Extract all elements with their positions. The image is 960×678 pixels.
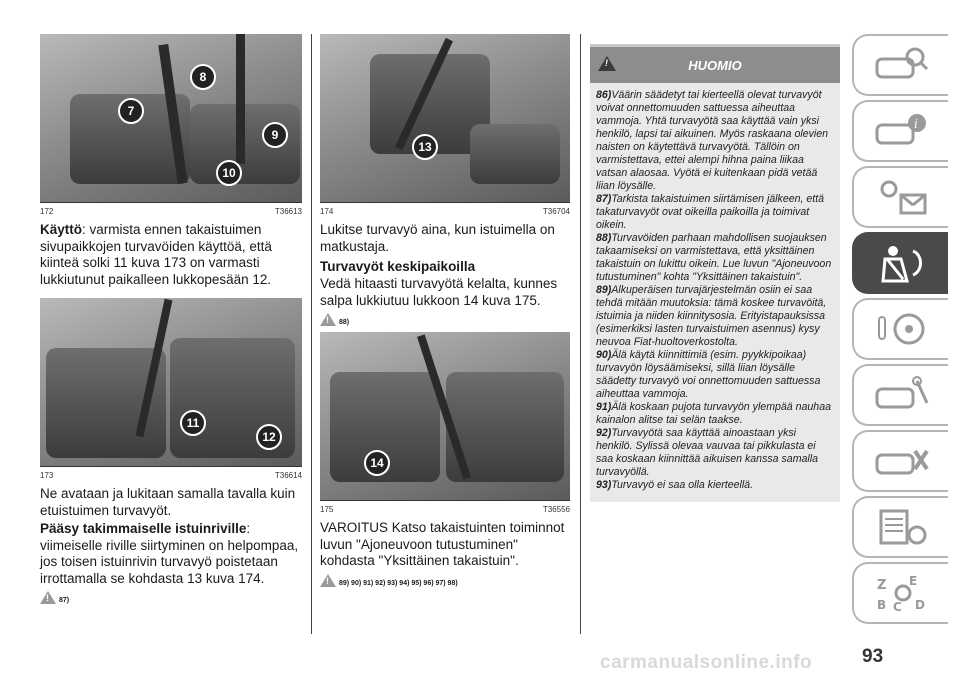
warning-item-text: Väärin säädetyt tai kierteellä olevat turvavyöt voivat onnettomuuden sattuessa aiheuttaa vammoja. Yhtä turvavyötä saa käyttää vain yksi henkilö, lapsi tai aikuinen. Myös raskaana olevien naisten on käytettävä turvavyötä. Tällöin on varmistettava, ettei alempi hihna paina liikaa vatsan alaosaa. Vyötä ei kuitenkaan pidä vetää liian löysälle.	[596, 89, 829, 192]
paragraph-avataan: Ne avataan ja lukitaan samalla tavalla kuin etuistuimen turvavyöt.	[40, 486, 296, 518]
callout-10: 10	[216, 160, 242, 186]
callout-11: 11	[180, 410, 206, 436]
callout-13: 13	[412, 134, 438, 160]
chapter-tab-6[interactable]	[852, 364, 948, 426]
svg-text:C: C	[893, 600, 902, 614]
warning-lights-icon	[871, 175, 931, 219]
warning-item-number: 88)	[596, 232, 612, 244]
column-right	[590, 44, 840, 502]
figure-code: T36613	[274, 207, 302, 216]
chapter-tab-8[interactable]	[852, 496, 948, 558]
chapter-tab-9[interactable]	[852, 562, 948, 624]
warning-item	[596, 349, 834, 401]
warning-item-text: Turvavyötä saa käyttää ainoastaan yksi henkilö. Sylissä olevaa vauvaa tai pikkulasta ei saa koskaan kiinnittää aikuisen kanssa samalla turvavyöllä.	[596, 427, 819, 478]
column-divider	[311, 34, 312, 634]
warning-item	[596, 193, 834, 232]
warning-reference: ! 88)	[320, 313, 570, 326]
svg-text:B: B	[877, 598, 887, 612]
column-divider	[580, 34, 581, 634]
figure-172-photo	[40, 34, 302, 202]
warning-item-text: Alkuperäisen turvajärjestelmän osiin ei saa tehdä mitään muutoksia: tämä koskee turvavöitä, istuimia ja niiden kiinnitysosia. Erityistapauksissa (esimerkiksi lasten turvaistuimen asennus) kysy neuvoa Fiat-huoltoverkostolta.	[596, 284, 827, 348]
term-kaytto: Käyttö	[40, 222, 83, 237]
car-info-icon	[871, 109, 931, 153]
warning-item-number: 93)	[596, 479, 612, 491]
figure-175-photo	[320, 332, 570, 500]
callout-12: 12	[256, 424, 282, 450]
warning-reference: ! 89) 90) 91) 92) 93) 94) 95) 96) 97) 98)	[320, 574, 570, 587]
chapter-tab-7[interactable]	[852, 430, 948, 492]
svg-text:Z: Z	[877, 578, 887, 593]
figure-number: 174	[320, 207, 334, 216]
paragraph-lukitse: Lukitse turvavyö aina, kun istuimella on matkustaja.	[320, 222, 555, 254]
callout-14: 14	[364, 450, 390, 476]
svg-text:D: D	[915, 598, 925, 612]
warning-item-number: 91)	[596, 401, 612, 413]
svg-text:E: E	[909, 574, 918, 588]
chapter-tab-3[interactable]	[852, 166, 948, 228]
car-service-icon	[871, 439, 931, 483]
paragraph-kaytto: Käyttö: varmista ennen takaistuimen sivupaikkojen turvavöiden käyttöä, että kiinteä solki 11 kuva 173 on varmasti lukkiutunut paikalleen lukkopesään 12.	[40, 222, 272, 287]
callout-7: 7	[118, 98, 144, 124]
chapter-tab-5[interactable]	[852, 298, 948, 360]
svg-text:i: i	[914, 117, 918, 131]
warning-item	[596, 427, 834, 479]
chapter-tab-4[interactable]	[852, 232, 948, 294]
warning-reference: ! 87)	[40, 591, 302, 604]
warning-item-number: 86)	[596, 89, 612, 101]
warning-triangle-icon	[320, 574, 336, 587]
warning-triangle-icon	[598, 56, 616, 71]
warning-item	[596, 284, 834, 349]
chapter-tab-2[interactable]	[852, 100, 948, 162]
warning-item-number: 87)	[596, 193, 612, 205]
warning-item-text: Turvavyö ei saa olla kierteellä.	[611, 479, 754, 491]
callout-8: 8	[190, 64, 216, 90]
warning-item-text: Tarkista takaistuimen siirtämisen jälkeen, että takaturvavyöt ovat oikeilla paikoilla ja toimivat oikein.	[596, 193, 825, 231]
warning-item	[596, 401, 834, 427]
figure-173-caption	[40, 466, 302, 480]
warning-item	[596, 89, 834, 193]
warning-box-header	[590, 47, 840, 83]
figure-number: 173	[40, 471, 54, 480]
paragraph-paasy: Pääsy takimmaiselle istuinriville: viimeiselle riville siirtyminen on helpompaa, jos toisen istuinrivin turvavyö poistetaan irrottamalla se kohdasta 13 kuva 174.	[40, 521, 299, 586]
dashboard-search-icon	[871, 43, 931, 87]
term-paasy: Pääsy takimmaiselle istuinriville	[40, 521, 247, 536]
warning-item	[596, 479, 834, 492]
figure-174-photo	[320, 34, 570, 202]
warning-item-number: 89)	[596, 284, 612, 296]
column-middle	[320, 34, 570, 587]
warning-item-number: 92)	[596, 427, 612, 439]
chapter-tabs	[852, 34, 948, 628]
figure-175-caption	[320, 500, 570, 514]
figure-code: T36556	[542, 505, 570, 514]
warning-item-text: Älä koskaan pujota turvavyön ylempää nauhaa kainalon alitse tai selän taakse.	[596, 401, 831, 426]
paragraph-veda: Vedä hitaasti turvavyötä kelalta, kunnes salpa lukkiutuu lukkoon 14 kuva 175.	[320, 276, 558, 308]
figure-number: 172	[40, 207, 54, 216]
technical-data-icon	[871, 505, 931, 549]
column-left	[40, 34, 302, 604]
car-breakdown-icon	[871, 373, 931, 417]
figure-172-caption	[40, 202, 302, 216]
chapter-tab-1[interactable]	[852, 34, 948, 96]
warning-box-body	[590, 83, 840, 502]
warning-triangle-icon	[320, 313, 336, 326]
figure-code: T36614	[274, 471, 302, 480]
figure-number: 175	[320, 505, 334, 514]
warning-box	[590, 44, 840, 502]
figure-174-caption	[320, 202, 570, 216]
safety-airbag-icon	[871, 241, 931, 285]
warning-item-text: Turvavöiden parhaan mahdollisen suojauksen takaamiseksi on varmistettava, että yksittäinen takaistuin on lukittu oikein. Lue luvun "Ajoneuvoon tutustuminen" kohta "Yksittäinen takaistuin".	[596, 232, 832, 283]
callout-9: 9	[262, 122, 288, 148]
warning-box-title: HUOMIO	[688, 57, 742, 73]
starting-driving-icon	[871, 307, 931, 351]
section-heading-keskipaikat: Turvavyöt keskipaikoilla	[320, 259, 476, 274]
warning-triangle-icon	[40, 591, 56, 604]
index-icon	[871, 571, 931, 615]
figure-173-photo	[40, 298, 302, 466]
warning-item	[596, 232, 834, 284]
paragraph-varoitus: VAROITUS Katso takaistuinten toiminnot luvun "Ajoneuvoon tutustuminen" kohdasta "Yksittäinen takaistuin".	[320, 520, 565, 568]
page-number: 93	[862, 646, 884, 667]
figure-code: T36704	[542, 207, 570, 216]
watermark: carmanualsonline.info	[600, 652, 813, 673]
warning-item-text: Älä käytä kiinnittimiä (esim. pyykkipoikaa) turvavyön löysäämiseksi, sillä liian löysälle säädetty turvavyö voi onnettomuuden sattuessa aiheuttaa vammoja.	[596, 349, 821, 400]
warning-item-number: 90)	[596, 349, 612, 361]
